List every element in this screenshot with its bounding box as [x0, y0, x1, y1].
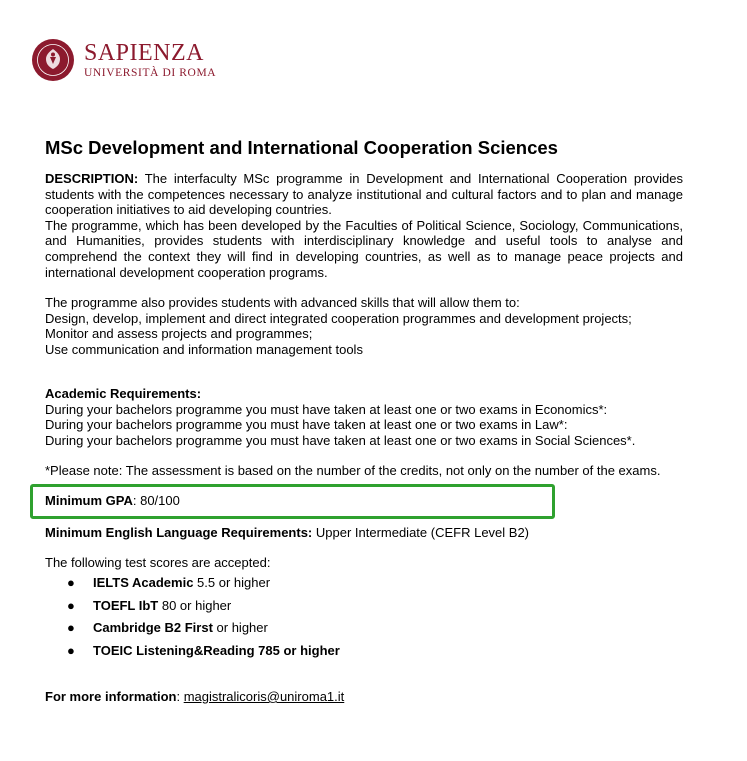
- requirement-line: During your bachelors programme you must have taken at least one or two exams in Economics*:: [45, 401, 608, 417]
- description-line: international development cooperation programs.: [45, 264, 328, 280]
- bullet-icon: ●: [67, 620, 75, 635]
- skills: [45, 295, 683, 357]
- accepted-tests-list: [45, 574, 340, 664]
- bullet-icon: ●: [67, 575, 75, 590]
- contact-label: For more information: [45, 689, 177, 704]
- gpa-value: : 80/100: [132, 493, 180, 508]
- requirement-line: During your bachelors programme you must have taken at least one or two exams in Social Sciences*.: [45, 432, 636, 448]
- bullet-icon: ●: [67, 642, 75, 658]
- skill-item: Monitor and assess projects and programmes;: [45, 326, 313, 342]
- list-item: ● TOEIC Listening&Reading 785 or higher: [67, 642, 340, 658]
- email-link[interactable]: magistralicoris@uniroma1.it: [183, 689, 345, 704]
- description-line: The programme, which has been developed by the Faculties of Political Science, Sociology, Communications,: [45, 217, 683, 233]
- tests-intro: The following test scores are accepted:: [45, 555, 271, 570]
- description-label: DESCRIPTION:: [45, 171, 139, 186]
- english-requirement: [45, 525, 683, 541]
- assessment-note: *Please note: The assessment is based on the number of the credits, not only on the number of the exams.: [45, 463, 661, 478]
- academic-heading: Academic Requirements:: [45, 386, 202, 401]
- list-item: ● Cambridge B2 First or higher: [67, 620, 268, 635]
- english-value: Upper Intermediate (CEFR Level B2): [312, 525, 530, 540]
- page-title: MSc Development and International Cooperation Sciences: [45, 137, 558, 158]
- description-line: students with the competences necessary to analyze institutional and cultural factors and to plan and manage: [45, 186, 683, 202]
- description-line: cooperation initiatives to aid developing countries.: [45, 202, 332, 218]
- skill-item: Use communication and information management tools: [45, 341, 363, 357]
- list-item: ● TOEFL IbT 80 or higher: [67, 597, 232, 613]
- requirement-line: During your bachelors programme you must have taken at least one or two exams in Law*:: [45, 417, 568, 433]
- logo-subtitle: UNIVERSITÀ DI ROMA: [84, 66, 217, 79]
- logo-name: SAPIENZA: [84, 39, 205, 66]
- skills-intro: The programme also provides students with advanced skills that will allow them to:: [45, 295, 520, 310]
- gpa-line: [45, 493, 683, 509]
- description: [45, 171, 683, 280]
- description-line: DESCRIPTION: The interfaculty MSc programme in Development and International Cooperation provides: [45, 171, 683, 186]
- gpa-label: Minimum GPA: [45, 493, 133, 508]
- english-label: Minimum English Language Requirements:: [45, 525, 313, 540]
- skill-item: Design, develop, implement and direct integrated cooperation programmes and development projects;: [45, 310, 632, 326]
- academic-requirements: [45, 386, 683, 448]
- sapienza-seal-icon: [31, 38, 75, 82]
- bullet-icon: ●: [67, 597, 75, 613]
- contact-info: For more information: magistralicoris@uniroma1.it: [45, 689, 345, 704]
- description-line: and Humanities, provides students with interdisciplinary knowledge and useful tools to analyse and: [45, 233, 683, 249]
- sapienza-logo: [31, 38, 216, 82]
- description-line: comprehend the context they will find in developing countries, as well as to manage peace projects and: [45, 248, 683, 264]
- list-item: ● IELTS Academic 5.5 or higher: [67, 575, 271, 590]
